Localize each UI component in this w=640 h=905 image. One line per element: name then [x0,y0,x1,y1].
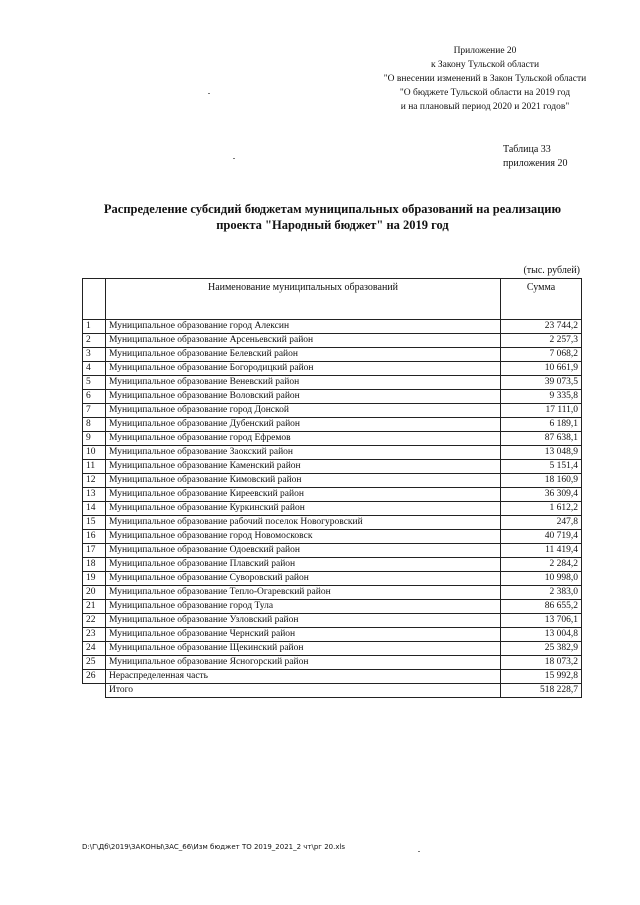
row-number: 9 [83,432,106,446]
row-number: 11 [83,460,106,474]
municipality-name: Нераспределенная часть [106,670,501,684]
subsidy-amount: 9 335,8 [501,390,582,404]
table-header-row [83,279,582,320]
municipality-name: Муниципальное образование Щекинский район [106,642,501,656]
row-number: 25 [83,656,106,670]
total-spacer [83,684,106,698]
subsidy-table [82,278,582,698]
municipality-name: Муниципальное образование Плавский район [106,558,501,572]
subsidy-amount: 1 612,2 [501,502,582,516]
table-row [83,600,582,614]
municipality-name: Муниципальное образование Суворовский район [106,572,501,586]
total-label: Итого [106,684,501,698]
table-row [83,460,582,474]
header-number-cell [83,279,106,320]
row-number: 7 [83,404,106,418]
subsidy-amount: 23 744,2 [501,320,582,334]
table-row [83,656,582,670]
row-number: 3 [83,348,106,362]
title-line-2: проекта "Народный бюджет" на 2019 год [216,218,449,232]
table-row [83,446,582,460]
table-row [83,516,582,530]
subsidy-amount: 40 719,4 [501,530,582,544]
subsidy-amount: 13 004,8 [501,628,582,642]
municipality-name: Муниципальное образование Чернский район [106,628,501,642]
row-number: 1 [83,320,106,334]
document-title [60,201,605,233]
municipality-name: Муниципальное образование Одоевский район [106,544,501,558]
municipality-name: Муниципальное образование Ясногорский район [106,656,501,670]
subsidy-amount: 17 111,0 [501,404,582,418]
municipality-name: Муниципальное образование Кимовский район [106,474,501,488]
subsidy-amount: 247,8 [501,516,582,530]
subsidy-amount: 7 068,2 [501,348,582,362]
subsidy-amount: 11 419,4 [501,544,582,558]
subsidy-amount: 2 257,3 [501,334,582,348]
row-number: 19 [83,572,106,586]
municipality-name: Муниципальное образование Узловский район [106,614,501,628]
subsidy-amount: 2 383,0 [501,586,582,600]
municipality-name: Муниципальное образование Куркинский район [106,502,501,516]
title-line-1: Распределение субсидий бюджетам муниципальных образований на реализацию [103,202,562,216]
row-number: 2 [83,334,106,348]
row-number: 10 [83,446,106,460]
subsidy-amount: 10 661,9 [501,362,582,376]
table-row [83,530,582,544]
municipality-name: Муниципальное образование Белевский район [106,348,501,362]
municipality-name: Муниципальное образование город Новомосковск [106,530,501,544]
table-row [83,488,582,502]
row-number: 14 [83,502,106,516]
subsidy-amount: 18 160,9 [501,474,582,488]
table-reference [503,143,567,171]
header-name-cell: Наименование муниципальных образований [106,279,501,320]
unit-label: (тыс. рублей) [523,265,580,276]
row-number: 18 [83,558,106,572]
row-number: 6 [83,390,106,404]
table-row [83,642,582,656]
subsidy-amount: 6 189,1 [501,418,582,432]
scan-speck [233,158,235,159]
row-number: 20 [83,586,106,600]
municipality-name: Муниципальное образование Дубенский район [106,418,501,432]
subsidy-amount: 36 309,4 [501,488,582,502]
file-path-footer: D:\Г\Дб\2019\ЗАКОНЫ\ЗАС_66\Изм бюджет ТО 2019_2021_2 чт\рг 20.xls [82,843,346,851]
table-row [83,376,582,390]
municipality-name: Муниципальное образование Богородицкий район [106,362,501,376]
row-number: 26 [83,670,106,684]
row-number: 16 [83,530,106,544]
row-number: 23 [83,628,106,642]
table-row [83,614,582,628]
table-row [83,670,582,684]
row-number: 21 [83,600,106,614]
municipality-name: Муниципальное образование город Ефремов [106,432,501,446]
table-number: Таблица 33 [503,144,551,155]
municipality-name: Муниципальное образование город Алексин [106,320,501,334]
row-number: 4 [83,362,106,376]
subsidy-amount: 18 073,2 [501,656,582,670]
subsidy-amount: 15 992,8 [501,670,582,684]
municipality-name: Муниципальное образование Веневский район [106,376,501,390]
header-line: "О бюджете Тульской области на 2019 год [399,88,571,98]
scan-speck [208,93,210,94]
table-row [83,362,582,376]
row-number: 22 [83,614,106,628]
row-number: 13 [83,488,106,502]
table-row [83,586,582,600]
subsidy-amount: 86 655,2 [501,600,582,614]
subsidy-amount: 39 073,5 [501,376,582,390]
subsidy-amount: 13 048,9 [501,446,582,460]
subsidy-amount: 87 638,1 [501,432,582,446]
row-number: 17 [83,544,106,558]
municipality-name: Муниципальное образование Воловский район [106,390,501,404]
subsidy-amount: 10 998,0 [501,572,582,586]
municipality-name: Муниципальное образование рабочий поселок Новогуровский [106,516,501,530]
table-row [83,404,582,418]
table-row [83,432,582,446]
row-number: 12 [83,474,106,488]
total-amount: 518 228,7 [501,684,582,698]
row-number: 24 [83,642,106,656]
table-row [83,572,582,586]
header-line: и на плановый период 2020 и 2021 годов" [400,102,570,112]
appendix-header [360,44,610,114]
row-number: 8 [83,418,106,432]
scan-speck [418,851,420,852]
header-line: к Закону Тульской области [430,60,540,70]
municipality-name: Муниципальное образование город Донской [106,404,501,418]
municipality-name: Муниципальное образование город Тула [106,600,501,614]
table-row [83,390,582,404]
subsidy-amount: 13 706,1 [501,614,582,628]
header-sum-cell: Сумма [501,279,582,320]
row-number: 15 [83,516,106,530]
municipality-name: Муниципальное образование Киреевский район [106,488,501,502]
total-row [83,684,582,698]
municipality-name: Муниципальное образование Тепло-Огаревский район [106,586,501,600]
table-row [83,502,582,516]
header-line: Приложение 20 [453,46,517,56]
table-row [83,474,582,488]
subsidy-amount: 25 382,9 [501,642,582,656]
table-row [83,334,582,348]
table-body [83,320,582,698]
row-number: 5 [83,376,106,390]
table-row [83,628,582,642]
municipality-name: Муниципальное образование Заокский район [106,446,501,460]
header-line: "О внесении изменений в Закон Тульской области [383,74,587,84]
table-appendix: приложения 20 [503,158,568,169]
table-row [83,348,582,362]
subsidy-amount: 5 151,4 [501,460,582,474]
table-row [83,544,582,558]
subsidy-amount: 2 284,2 [501,558,582,572]
table-row [83,558,582,572]
municipality-name: Муниципальное образование Каменский район [106,460,501,474]
table-row [83,418,582,432]
table-row [83,320,582,334]
municipality-name: Муниципальное образование Арсеньевский район [106,334,501,348]
